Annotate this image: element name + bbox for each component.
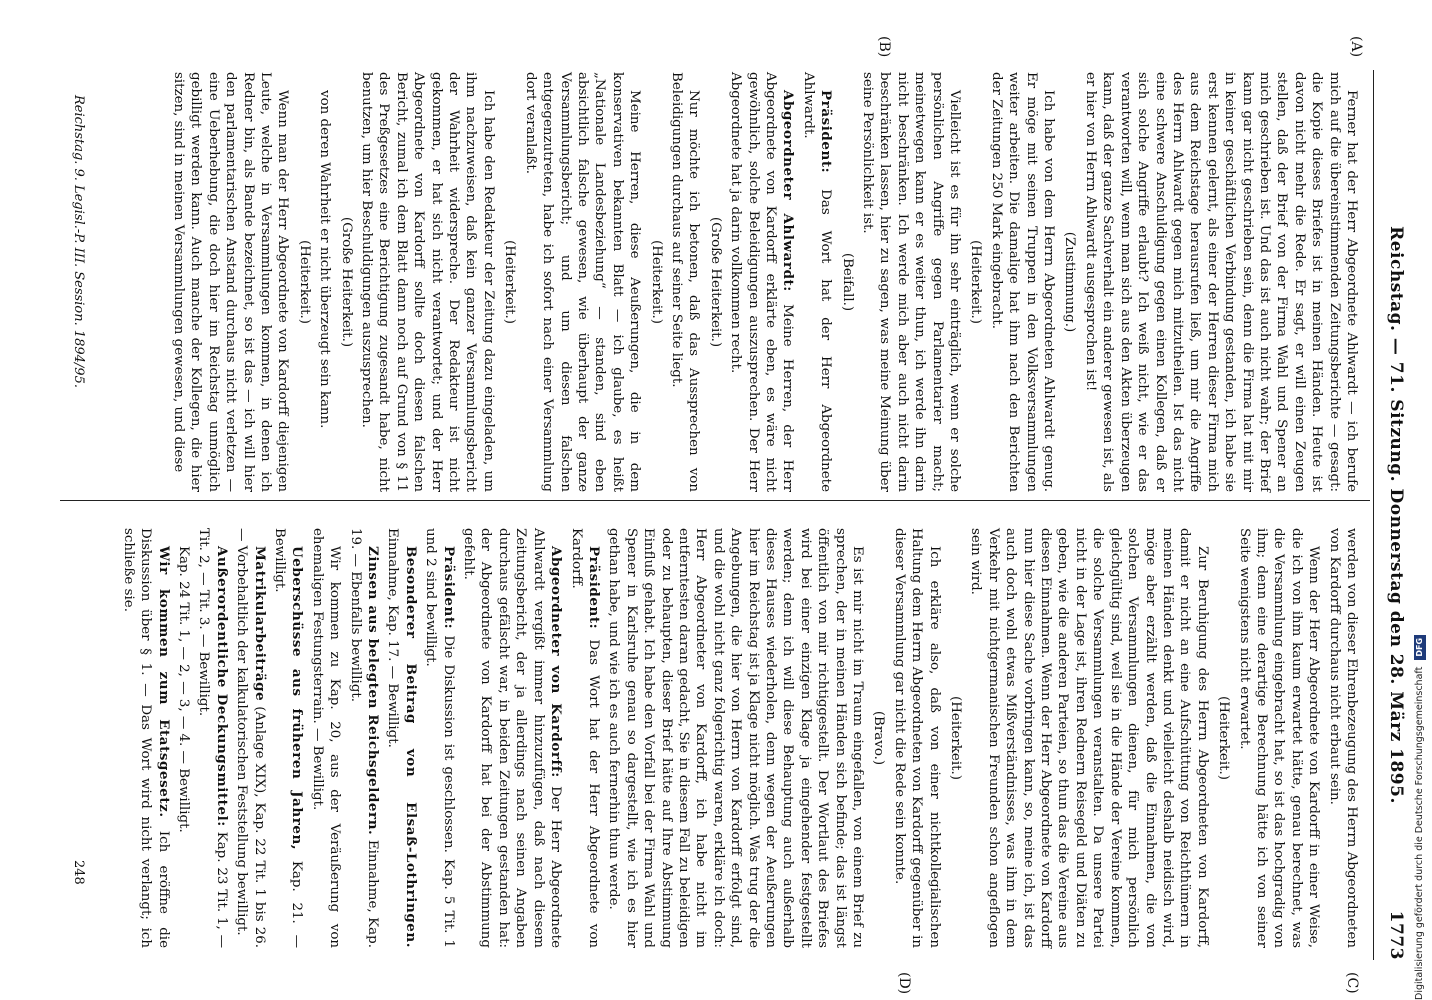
stage-direction: (Beifall.) — [839, 252, 855, 312]
paragraph-text: Zur Beruhigung des Herrn Abgeordneten von Kardorff, damit er nicht an eine Aufschüttung von Reichthümern in meinen Händen denkt und vielleicht deshalb neidisch wird, möge aber erzählt werden, daß die Einnahmen, die von solchen Versammlungen dienen, für mich persönlich gleichgültig sind, weil sie in die Hände der Vereine kommen, die solche Versammlungen veranstalten. Da unsere Partei nicht in der Lage ist, ihren Rednern Reisegeld und Diäten zu geben, wie die anderen Parteien, so thun das die Vereine aus diesen Einnahmen. Wenn der Herr Abgeordnete von Kardorff nun hier diese Sache vorbringen kann, so, meine ich, ist das auch doch wohl etwas Mißverständnisses, was ihm in dem Verkehr mit nichtgermanischen Freunden schon angeflogen sein wird. — [968, 528, 1210, 948]
stage-direction: (Heiterkeit.) — [1216, 696, 1232, 780]
speaker-name: Abgeordneter von Kardorff: — [548, 546, 565, 778]
stage-direction: (Große Heiterkeit.) — [338, 216, 354, 348]
paragraph-text: Wir kommen zu Kap. 20, aus der Veräußerung von ehemaligen Festungsterrain. — Bewilligt. — [309, 528, 343, 948]
paragraph-text: (Anlage XIX), Kap. 22 Tit. 1 bis 26. — Vorbehaltlich der kalkulatorischen Feststellung bewilligt. — [234, 528, 267, 948]
item-heading: Matrikularbeiträge — [251, 546, 268, 702]
digitization-note — [1410, 606, 1430, 1000]
paragraph-text: Wenn der Herr Abgeordnete von Kardorff in einer Weise, die ich von ihm kaum erwartet hätte, genau berechnet, was die Versammlung eingebracht hat, so ist das hochgradig von ihm; denn eine derartige Berechnung hätte ich von seiner Seite wenigstens nicht erwartet. — [1236, 528, 1322, 948]
paragraph — [460, 528, 564, 948]
paragraph — [170, 72, 292, 492]
stage-direction: (Zustimmung.) — [1062, 231, 1078, 333]
paragraph-text: Es ist mir nicht im Traum eingefallen, von einem Brief zu sprechen, der in meinen Händen sich befinde; das ist längst öffentlich von mir richtiggestellt. Der Wortlaut des Briefes wird bei einer einzigen Klage ja eingehender festgestellt werden; denn ich will diese Behauptung auch außerhalb dieses Hauses wiederholen, denn wegen der Aeußerungen hier im Reichstag ist ja Klage nicht möglich. Was trug der die Angebungen, die hier von Herrn von Kardorff erfolgt sind, und die wohl nicht ganz folgerichtig waren, erkläre ich doch: Herr Abgeordneter von Kardorff, ich habe nicht im entferntesten daran gedacht, Sie in diesem Fall zu beleidigen oder zu behaupten, dieser Brief hätte auf Ihre Abstimmung Einfluß gehabt. Ich habe den Vorfall bei der Firma Wahl und Spener in Karlsruhe genau so dargestellt, wie ich es hier gethan habe, und wie ich es auch fernerhin thun werde. — [606, 528, 866, 948]
paragraph-text: Meine Herren, der Herr Abgeordnete von Kardorff erklärte eben, es wäre nicht gewöhnlich, solche Beleidigungen auszusprechen. Der Herr Abgeordnete hat ja darin vollkommen recht. — [728, 72, 796, 492]
speaker-name: Präsident: — [818, 90, 835, 174]
paragraph-text: Kap. 24 Tit. 1, — 2, — 3, — 4. — Bewilligt. — [176, 546, 191, 833]
paragraph — [1325, 528, 1360, 948]
page-number: 1773 — [1386, 910, 1406, 960]
stage-direction: (Heiterkeit.) — [648, 240, 664, 324]
paragraph — [605, 528, 866, 948]
paragraph-text: Einnahme, Kap. 17. — Bewilligt. — [385, 528, 401, 748]
running-header — [1378, 70, 1406, 960]
paragraph-text: Einnahme, Kap. 19. — Ebenfalls bewilligt. — [347, 528, 381, 948]
paragraph — [890, 528, 942, 948]
paragraph-text: Wenn man der Herr Abgeordnete von Kardorff diejenigen Leute, welche in Versammlungen kommen, in denen ich Redner bin, als Bande bezeichnet, so ist das — ich will hier den parlamentarischen Anstand durchaus nicht verletzen — eine Ueberhebung, die doch hier im Reichstag unmöglich gebilligt werden kann. Auch manche der Kollegen, die hier sitzen, sind in meinen Versammlungen gewesen, und diese — [171, 72, 291, 492]
stage-direction: (Heiterkeit.) — [296, 240, 312, 324]
paragraph-text: Ich erkläre also, daß von einer nichtkollegialischen Haltung dem Herrn Abgeordneten von Kardorff gegenüber in dieser Versammlung gar nicht die Rede sein konnte. — [891, 528, 942, 948]
paragraph — [859, 72, 963, 492]
paragraph — [521, 72, 643, 492]
paragraph-text: Die Diskussion ist geschlossen. Kap. 5 Tit. 1 und 2 sind bewilligt. — [423, 528, 456, 948]
header-title: Reichstag. — 71. Sitzung. Donnerstag den 28. März 1895. — [1386, 226, 1406, 804]
paragraph — [567, 528, 602, 948]
paragraph-text: Der Herr Abgeordnete Ahlwardt vergißt immer hinzuzufügen, daß nach diesem Zeitungsbericht, der ja allerdings nach seinen Angaben durchaus gefälscht war, in beiden Zeitungen gestanden hat: der Abgeordnete von Kardorff hat bei der Abstimmung gefehlt. — [461, 528, 564, 948]
paragraph-text: Das Wort hat der Herr Abgeordnete von Kardorff. — [568, 528, 601, 948]
paragraph — [1082, 72, 1361, 492]
paragraph — [346, 528, 381, 948]
stage-direction: (Heiterkeit.) — [502, 240, 518, 324]
paragraph — [1235, 528, 1322, 948]
paragraph — [175, 528, 192, 948]
paragraph — [119, 528, 171, 948]
paragraph — [422, 528, 457, 948]
paragraph — [195, 528, 230, 948]
stage-direction: (Heiterkeit.) — [968, 240, 984, 324]
dfg-logo: DFG — [1414, 635, 1426, 660]
paragraph-text: Das Wort hat der Herr Abgeordnete Ahlwardt. — [800, 72, 834, 492]
stage-direction: (Heiterkeit.) — [948, 696, 964, 780]
paragraph — [358, 72, 497, 492]
margin-mark-a: (A) — [1348, 36, 1364, 58]
left-column — [167, 72, 1360, 492]
stage-direction: (Große Heiterkeit.) — [707, 216, 723, 348]
paragraph — [233, 528, 268, 948]
paragraph — [668, 72, 703, 492]
paragraph-text: von deren Wahrheit er nicht überzeugt sein kann. — [317, 90, 333, 429]
margin-mark-d: (D) — [896, 972, 912, 995]
paragraph-text: Kap. 21. — Bewilligt. — [272, 528, 305, 949]
paragraph — [987, 72, 1057, 492]
paragraph-text: Ich eröffne die Diskussion über § 1. — Das Wort wird nicht verlangt; ich schließe sie. — [120, 528, 171, 948]
item-heading: Zinsen aus belegten Reichsgeldern. — [365, 546, 382, 836]
speaker-name: Präsident: — [440, 546, 457, 630]
item-heading: Ueberschüsse aus früheren Jahren, — [289, 546, 306, 851]
margin-mark-c: (C) — [1344, 972, 1360, 994]
paragraph-text: Ferner hat der Herr Abgeordnete Ahlwardt — ich berufe mich auf die übereinstimmenden Zeitungsberichte — gesagt: die Kopie dieses Briefes ist in meinen Händen. Heute ist davon nicht mehr die Rede. Er sagt, er will einen Zeugen stellen, daß der Brief von der Firma Wahl und Spener an mich geschrieben ist. Und das ist auch nicht wahr; der Brief kann gar nicht geschrieben sein, denn die Firma hat mit mir in keiner geschäftlichen Verbindung gestanden, ich habe sie erst kennen gelernt, als einer der Herren dieser Firma mich aus dem Reichstage herausrufen ließ, um mir die Angriffe des Herrn Ahlwardt gegen mich mitzutheilen. Ist das nicht eine schwere Anschuldigung gegen einen Kollegen, daß er sich solche Angriffe erlaubt? Ich weiß nicht, wie er das verantworten will, wenn man sich aus den Akten überzeugen kann, daß der ganze Sachverhalt ein anderer gewesen ist, als er hier von Herrn Ahlwardt ausgesprochen ist! — [1082, 72, 1359, 492]
paragraph — [384, 528, 419, 948]
header-rule — [1373, 70, 1374, 960]
right-column — [116, 528, 1360, 948]
column-divider — [60, 500, 1370, 501]
stage-direction: (Bravo.) — [871, 710, 887, 766]
footer-sheet-number: 248 — [71, 860, 86, 885]
item-heading: Außerordentliche Deckungsmittel: — [213, 546, 230, 827]
margin-mark-b: (B) — [876, 36, 892, 58]
paragraph-text: Vielleicht ist es für ihn sehr einträglich, wenn er solche persönlichen Angriffe gegen Parlamentarier macht; meinetwegen kann er es weiter thun, ich werde ihn darin nicht beschränken. Ich werde mich aber auch nicht darin beschränken lassen, hier zu sagen, was meine Meinung über seine Persönlichkeit ist. — [860, 72, 963, 492]
speaker-name: Präsident: — [585, 546, 602, 630]
paragraph — [271, 528, 306, 948]
item-heading: Wir kommen zum Etatsgesetz. — [155, 546, 172, 818]
paragraph — [316, 72, 333, 492]
paragraph-text: Kap. 23 Tit. 1, — Tit. 2, — Tit. 3. — Bewilligt. — [196, 528, 229, 948]
paragraph-text: Nur möchte ich betonen, daß das Aussprechen von Beleidigungen durchaus auf seiner Seite liegt. — [668, 72, 702, 492]
speaker-name: Abgeordneter Ahlwardt: — [780, 90, 797, 292]
footer-session: Reichstag. 9. Legisl.-P. III. Session. 1894/95. — [71, 95, 86, 388]
item-heading: Besonderer Beitrag von Elsaß-Lothringen. — [402, 546, 419, 948]
digitization-text: Digitalisierung gefördert durch die Deutsche Forschungsgemeinschaft — [1414, 666, 1425, 1000]
paragraph-text: Ich habe den Redakteur der Zeitung dazu eingeladen, um ihm nachzuweisen, daß kein ganzer Versammlungsbericht der Wahrheit widerspreche. Der Redakteur ist nicht gekommen, er hat sich nicht verantwortet; und der Herr Abgeordnete von Kardorff sollte doch diesen falschen Bericht, zumal ich dem Blatt dann noch auf Grund von § 11 des Preßgesetzes eine Berichtigung zugesandt habe, nicht benutzen, um hier Beschuldigungen auszusprechen. — [359, 72, 496, 492]
paragraph-text: Meine Herren, diese Aeußerungen, die in dem konservativen bekannten Blatt — ich glaube, es heißt „Nationale Landesbeziehung“ — standen, sind eben absichtlich falsche gewesen, wie überhaupt der ganze Versammlungsbericht; und um diesen falschen entgegenzutreten, habe ich sofort nach einer Versammlung dort veranlaßt. — [522, 72, 643, 492]
paragraph-text: Ich habe von dem Herrn Abgeordneten Ahlwardt genug. Er möge mit seinen Truppen in den Volksversammlungen weiter arbeiten. Die damalige hat ihm nach den Berichten der Zeitungen 250 Mark eingebracht. — [988, 72, 1057, 492]
paragraph — [967, 528, 1211, 948]
paragraph — [799, 72, 834, 492]
paragraph — [308, 528, 343, 948]
paragraph-text: werden von dieser Ehrenbezeugung des Herrn Abgeordneten von Kardorff durchaus nicht erbaut sein. — [1326, 528, 1359, 948]
paragraph — [727, 72, 797, 492]
